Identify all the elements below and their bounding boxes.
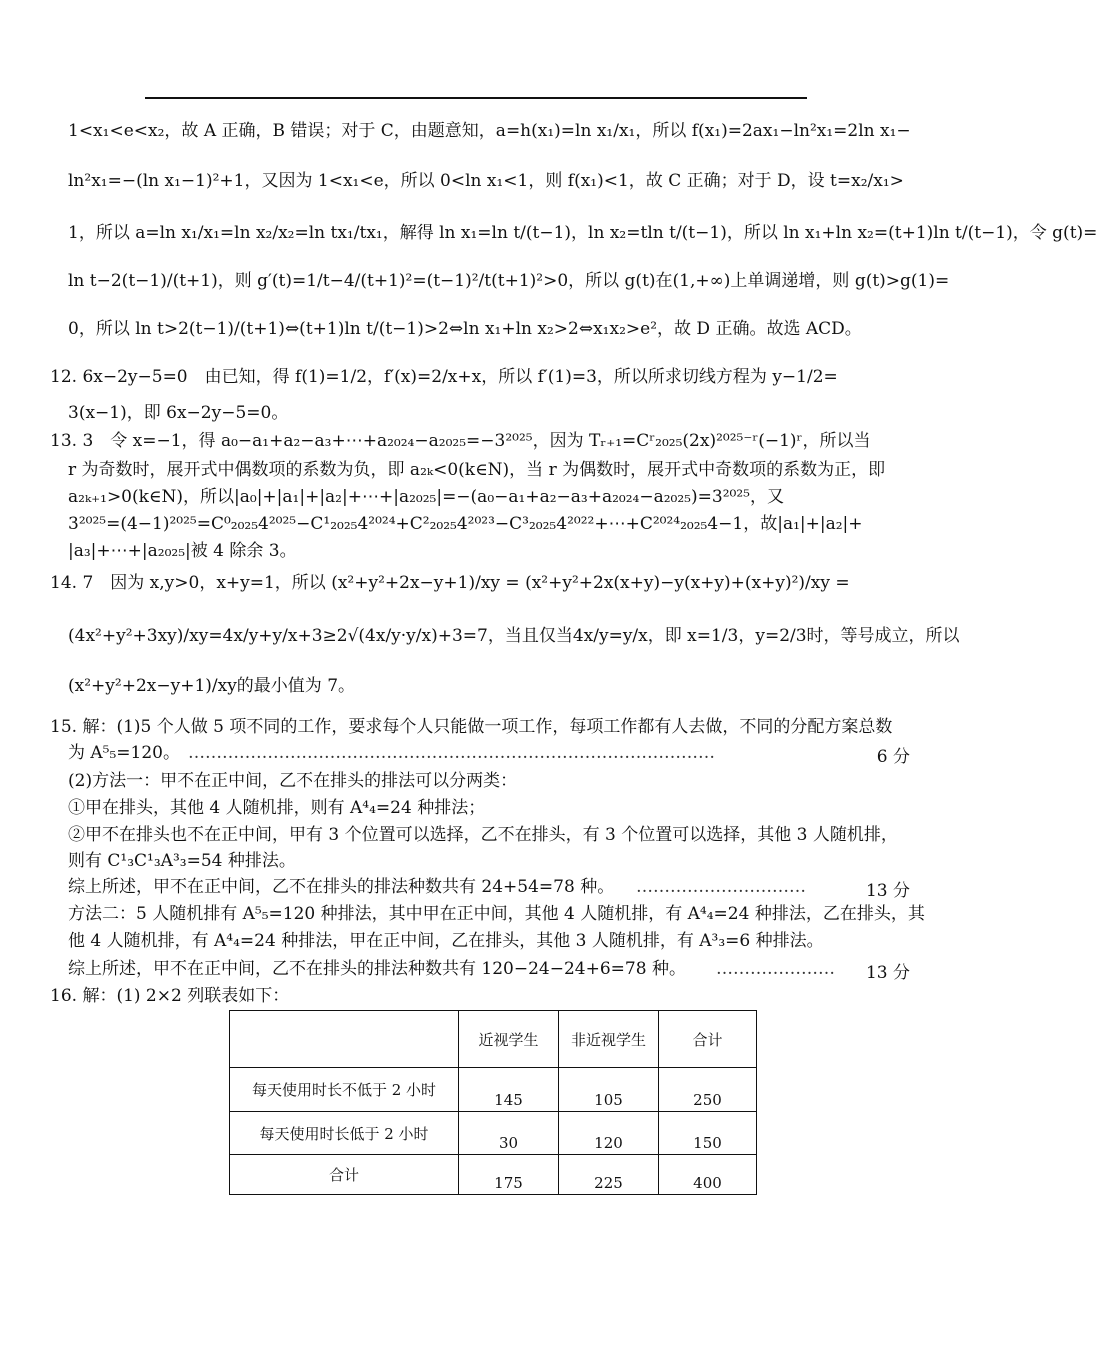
text-line: (2)方法一：甲不在正中间，乙不在排头的排法可以分两类： <box>68 771 518 791</box>
text-line: 0，所以 ln t>2(t−1)/(t+1)⇔(t+1)ln t/(t−1)>2⇔ln x₁+ln x₂>2⇔x₁x₂>e²，故 D 正确。故选 ACD。 <box>68 319 862 339</box>
table-header-cell <box>230 1011 459 1068</box>
table-cell: 150 <box>659 1112 757 1155</box>
table-cell: 175 <box>459 1155 559 1195</box>
table-cell: 400 <box>659 1155 757 1195</box>
table-cell: 120 <box>559 1112 659 1155</box>
table-header-row <box>230 1011 757 1068</box>
text-line: 为 A⁵₅=120。 <box>68 743 181 763</box>
text-line: ln²x₁=−(ln x₁−1)²+1，又因为 1<x₁<e，所以 0<ln x₁<1，则 f(x₁)<1，故 C 正确；对于 D，设 t=x₂/x₁> <box>68 171 904 191</box>
text-line: ②甲不在排头也不在正中间，甲有 3 个位置可以选择，乙不在排头，有 3 个位置可以选择，其他 3 人随机排， <box>68 825 898 845</box>
text-line: 3²⁰²⁵=(4−1)²⁰²⁵=C⁰₂₀₂₅4²⁰²⁵−C¹₂₀₂₅4²⁰²⁴+C²₂₀₂₅4²⁰²³−C³₂₀₂₅4²⁰²²+⋯+C²⁰²⁴₂₀₂₅4−1，故|a₁|+|a₂|+ <box>68 514 863 534</box>
table-row <box>230 1112 757 1155</box>
text-line: 14. 7 因为 x,y>0，x+y=1，所以 (x²+y²+2x−y+1)/xy = (x²+y²+2x(x+y)−y(x+y)+(x+y)²)/xy = <box>50 573 850 593</box>
table-cell: 每天使用时长低于 2 小时 <box>230 1112 459 1155</box>
text-line: 1，所以 a=ln x₁/x₁=ln x₂/x₂=ln tx₁/tx₁，解得 ln x₁=ln t/(t−1)，ln x₂=tln t/(t−1)，所以 ln x₁+ln x₂=(t+1)ln t/(t−1)，令 g(t)= <box>68 223 1097 243</box>
dot-leader: ………………… <box>716 959 835 979</box>
text-line: ①甲在排头，其他 4 人随机排，则有 A⁴₄=24 种排法； <box>68 798 486 818</box>
text-line: (4x²+y²+3xy)/xy=4x/y+y/x+3≥2√(4x/y·y/x)+3=7，当且仅当4x/y=y/x，即 x=1/3，y=2/3时，等号成立，所以 <box>68 626 960 646</box>
text-line: 他 4 人随机排，有 A⁴₄=24 种排法，甲在正中间，乙在排头，其他 3 人随机排，有 A³₃=6 种排法。 <box>68 931 824 951</box>
score-label: 13 分 <box>865 963 910 983</box>
text-line: 13. 3 令 x=−1，得 a₀−a₁+a₂−a₃+⋯+a₂₀₂₄−a₂₀₂₅=−3²⁰²⁵，因为 Tᵣ₊₁=Cʳ₂₀₂₅(2x)²⁰²⁵⁻ʳ(−1)ʳ，所以当 <box>50 431 871 451</box>
score-label: 13 分 <box>865 881 910 901</box>
table-cell: 225 <box>559 1155 659 1195</box>
table-header-cell: 合计 <box>659 1011 757 1068</box>
text-line: 综上所述，甲不在正中间，乙不在排头的排法种数共有 120−24−24+6=78 种。 <box>68 959 686 979</box>
table-header-cell: 非近视学生 <box>559 1011 659 1068</box>
text-line: 16. 解：(1) 2×2 列联表如下： <box>50 986 290 1006</box>
text-line: 15. 解：(1)5 个人做 5 项不同的工作，要求每个人只能做一项工作，每项工作都有人去做，不同的分配方案总数 <box>50 717 893 737</box>
text-line: 12. 6x−2y−5=0 由已知，得 f(1)=1/2，f′(x)=2/x+x，所以 f′(1)=3，所以所求切线方程为 y−1/2= <box>50 367 838 387</box>
contingency-table <box>229 1010 757 1195</box>
text-line: a₂ₖ₊₁>0(k∈N)，所以|a₀|+|a₁|+|a₂|+⋯+|a₂₀₂₅|=−(a₀−a₁+a₂−a₃+a₂₀₂₄−a₂₀₂₅)=3²⁰²⁵，又 <box>68 487 784 507</box>
table-cell: 每天使用时长不低于 2 小时 <box>230 1068 459 1112</box>
table-cell: 105 <box>559 1068 659 1112</box>
dot-leader: ………………………… <box>636 877 806 897</box>
text-line: 3(x−1)，即 6x−2y−5=0。 <box>68 403 289 423</box>
table-cell: 30 <box>459 1112 559 1155</box>
table-cell: 合计 <box>230 1155 459 1195</box>
table-cell: 145 <box>459 1068 559 1112</box>
text-line: r 为奇数时，展开式中偶数项的系数为负，即 a₂ₖ<0(k∈N)，当 r 为偶数时，展开式中奇数项的系数为正，即 <box>68 460 886 480</box>
text-line: 方法二：5 人随机排有 A⁵₅=120 种排法，其中甲在正中间，其他 4 人随机排，有 A⁴₄=24 种排法，乙在排头，其 <box>68 904 925 924</box>
text-line: 1<x₁<e<x₂，故 A 正确，B 错误；对于 C，由题意知，a=h(x₁)=ln x₁/x₁，所以 f(x₁)=2ax₁−ln²x₁=2ln x₁− <box>68 121 911 141</box>
table-row <box>230 1155 757 1195</box>
text-line: (x²+y²+2x−y+1)/xy的最小值为 7。 <box>68 676 356 696</box>
score-label: 6 分 <box>876 747 910 767</box>
text-line: ln t−2(t−1)/(t+1)，则 g′(t)=1/t−4/(t+1)²=(t−1)²/t(t+1)²>0，所以 g(t)在(1,+∞)上单调递增，则 g(t)>g(1)= <box>68 271 950 291</box>
table-header-cell: 近视学生 <box>459 1011 559 1068</box>
table-cell: 250 <box>659 1068 757 1112</box>
dot-leader: ………………………………………………………………………………… <box>188 743 715 763</box>
table-row <box>230 1068 757 1112</box>
text-line: 综上所述，甲不在正中间，乙不在排头的排法种数共有 24+54=78 种。 <box>68 877 615 897</box>
text-line: 则有 C¹₃C¹₃A³₃=54 种排法。 <box>68 851 296 871</box>
header-rule <box>145 97 807 99</box>
text-line: |a₃|+⋯+|a₂₀₂₅|被 4 除余 3。 <box>68 541 297 561</box>
